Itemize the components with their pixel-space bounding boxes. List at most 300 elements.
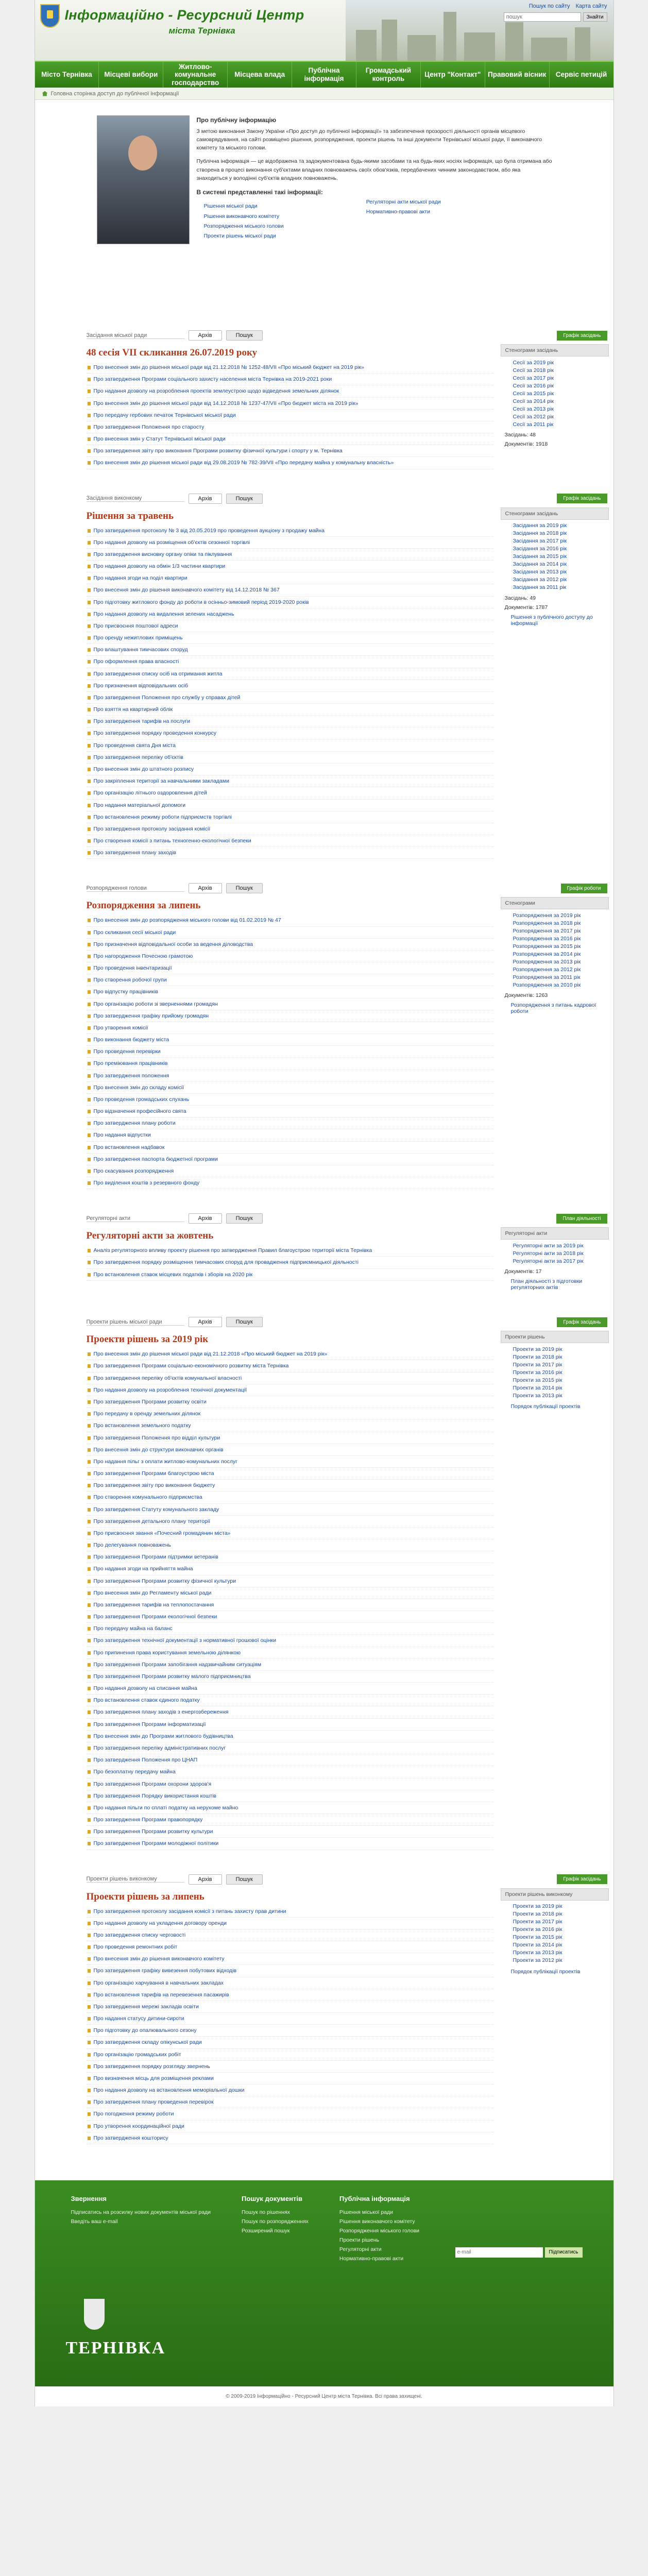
sidebar-archive-link[interactable]: Розпорядження за 2015 рік (513, 943, 581, 950)
sidebar-archive-link[interactable]: Проекти за 2019 рік (513, 1346, 562, 1352)
document-link[interactable]: Про утворення комісії (93, 1024, 148, 1031)
nav-item-4[interactable]: Публічна інформація (292, 62, 356, 88)
document-item (87, 1094, 493, 1106)
sidebar-archive-link[interactable]: Проекти за 2015 рік (513, 1934, 562, 1941)
document-item (87, 1444, 493, 1456)
document-link[interactable]: Про організацію громадських робіт (93, 2051, 181, 2058)
sidebar-archive-item (513, 950, 609, 958)
site-title[interactable]: Інформаційно - Ресурсний Центр (64, 7, 304, 23)
document-link[interactable]: Про влаштування тимчасових споруд (93, 647, 188, 653)
sidebar-archive-item (513, 537, 609, 545)
document-link[interactable]: Про передачу майна на баланс (93, 1625, 173, 1632)
sidebar-archive-link[interactable]: Засідання за 2013 рік (513, 569, 567, 575)
about-link[interactable]: Рішення міської ради (203, 203, 258, 210)
document-link[interactable]: Про затвердження Програми соціального захисту населення міста Тернівка на 2019-2021 роки (93, 376, 332, 383)
sidebar-archive-item (513, 1353, 609, 1361)
document-link[interactable]: Про надання дозволу на укладення договору оренди (93, 1920, 227, 1926)
document-link[interactable]: Про внесення змін до рішення міської ради від 21.12.2018 «Про міський бюджет на 2019 рік» (93, 1351, 328, 1358)
sidebar-heading: Проекти рішень (501, 1331, 609, 1343)
section-action-button[interactable]: Графік засідань (557, 1317, 607, 1327)
document-item (87, 1790, 493, 1802)
document-link[interactable]: Про затвердження складу опікунської ради (93, 2039, 202, 2046)
section-tab-1[interactable]: Пошук (226, 1213, 263, 1224)
document-link[interactable]: Про присвоєння поштової адреси (93, 622, 178, 629)
document-link[interactable]: Про затвердження плану проведення перевірок (93, 2099, 214, 2106)
sidebar-archive-link[interactable]: Регуляторні акти за 2017 рік (513, 1258, 584, 1264)
document-link[interactable]: Про відпустку працівників (93, 989, 158, 995)
document-link[interactable]: Про затвердження Програми запобігання надзвичайним ситуаціям (93, 1661, 262, 1668)
document-link[interactable]: Про затвердження графіку прийому громадян (93, 1012, 209, 1019)
document-link[interactable]: Про затвердження списку осіб на отримання житла (93, 670, 223, 677)
sidebar-stat: Документів: 17 (504, 1268, 542, 1275)
document-link[interactable]: Про відзначення професійного свята (93, 1108, 186, 1115)
sidebar-archive-item (513, 1361, 609, 1368)
document-link[interactable]: Про затвердження плану заходів (93, 850, 177, 856)
document-link[interactable]: Про визначення місць для розміщення реклами (93, 2075, 214, 2081)
document-link[interactable]: Про затвердження Програми розвитку культури (93, 1828, 213, 1835)
sidebar-archive-link[interactable]: Розпорядження за 2010 рік (513, 981, 581, 988)
document-link[interactable]: Про встановлення тарифів на перевезення пасажирів (93, 1991, 229, 1998)
sidebar-archive-link[interactable]: Проекти за 2018 рік (513, 1911, 562, 1918)
document-link[interactable]: Про затвердження тарифів на теплопостачання (93, 1601, 214, 1608)
sidebar-archive-item (513, 1941, 609, 1949)
sidebar-heading: Стенограми засідань (501, 344, 609, 357)
document-item (87, 398, 493, 410)
document-link[interactable]: Про затвердження плану роботи (93, 1120, 176, 1127)
document-link[interactable]: Про затвердження Програми інформатизації (93, 1721, 206, 1727)
sidebar-extra-link[interactable]: Рішення з публічного доступу до інформації (510, 614, 593, 626)
city-emblem-icon[interactable] (40, 4, 60, 28)
document-link[interactable]: Про надання дозволу на встановлення меморіальної дошки (93, 2087, 245, 2094)
mayor-photo (97, 115, 190, 244)
document-item (87, 1034, 493, 1046)
sidebar-archive-link[interactable]: Засідання за 2011 рік (513, 584, 567, 591)
sidebar-archive-link[interactable]: Розпорядження за 2016 рік (513, 935, 581, 942)
document-link[interactable]: Про затвердження звіту про виконання бюджету (93, 1482, 215, 1489)
subscribe-email-input[interactable] (455, 2247, 543, 2258)
document-link[interactable]: Про затвердження тарифів на послуги (93, 718, 191, 725)
document-list (87, 525, 493, 859)
sidebar-archive-link[interactable]: Сесії за 2017 рік (513, 375, 554, 381)
document-link[interactable]: Про погодження режиму роботи (93, 2111, 174, 2117)
document-link[interactable]: Про припинення права користування земельною ділянкою (93, 1649, 241, 1656)
document-item (87, 1154, 493, 1165)
document-link[interactable]: Про внесення змін до рішення міської ради від 21.12.2018 № 1252-48/VII «Про міський бюджет на 2019 рік» (93, 364, 364, 370)
document-link[interactable]: Про внесення змін до рішення міської ради від 29.08.2019 № 782-39/VII «Про передачу майна у комунальну власність» (93, 460, 394, 466)
document-link[interactable]: Про надання дозволу на обмін 1/3 частини квартири (93, 563, 226, 570)
document-link[interactable]: Про надання дозволу на розроблення технічної документації (93, 1386, 247, 1393)
document-link[interactable]: Про затвердження протоколу засідання комісії з питань захисту прав дитини (93, 1908, 286, 1914)
footer-logo[interactable]: ТЕРНІВКА (65, 2338, 166, 2358)
document-link[interactable]: Про надання згоди на поділ квартири (93, 575, 187, 582)
document-link[interactable]: Про внесення змін до Програми житлового будівництва (93, 1733, 233, 1739)
document-item (87, 764, 493, 775)
sidebar-archive-link[interactable]: Розпорядження за 2012 рік (513, 966, 581, 973)
sidebar-extra-link[interactable]: План діяльності з підготовки регуляторних актів (510, 1278, 583, 1291)
document-item (87, 1826, 493, 1838)
document-link[interactable]: Про делегування повноважень (93, 1542, 171, 1549)
footer-link[interactable]: Підписатись на розсилку нових документів міської ради (71, 2209, 211, 2215)
sidebar-archive-link[interactable]: Сесії за 2016 рік (513, 382, 554, 389)
document-link[interactable]: Про затвердження Програми розвитку освіти (93, 1399, 207, 1405)
document-link[interactable]: Про присвоєння звання «Почесний громадянин міста» (93, 1530, 231, 1536)
breadcrumb-text[interactable]: Головна сторінка доступ до публічної інформації (50, 90, 179, 97)
sidebar-archive-link[interactable]: Проекти за 2016 рік (513, 1369, 562, 1376)
sidebar-archive-link[interactable]: Розпорядження за 2018 рік (513, 920, 581, 926)
document-link[interactable]: Про затвердження Програми благоустрою міста (93, 1470, 214, 1477)
document-item (87, 1106, 493, 1117)
section-tab-0[interactable]: Архів (189, 330, 222, 341)
section-label: Розпорядження голови (87, 885, 184, 892)
footer-link[interactable]: Проекти рішень (339, 2236, 379, 2243)
document-link[interactable]: Про нагородження Почесною грамотою (93, 953, 193, 959)
document-link[interactable]: Про внесення змін до Регламенту міської ради (93, 1589, 212, 1596)
document-link[interactable]: Про затвердження Програми розвитку фізичної культури (93, 1578, 236, 1584)
document-link[interactable]: Про виконання бюджету міста (93, 1037, 169, 1043)
document-item (87, 1551, 493, 1563)
footer-link[interactable]: Регуляторні акти (339, 2246, 382, 2252)
document-link[interactable]: Про організацію літнього оздоровлення дітей (93, 790, 207, 796)
document-item (87, 1257, 493, 1268)
about-side-link[interactable]: Регуляторні акти міської ради (366, 198, 441, 205)
document-link[interactable]: Про внесення змін до складу комісії (93, 1084, 184, 1091)
document-link[interactable]: Про проведення інвентаризації (93, 965, 172, 972)
sidebar-archive-link[interactable]: Проекти за 2013 рік (513, 1950, 562, 1956)
document-link[interactable]: Про оформлення права власності (93, 658, 179, 665)
document-item (87, 1516, 493, 1528)
section-tab-0[interactable]: Архів (189, 1213, 222, 1224)
document-link[interactable]: Про закріплення території за навчальними закладами (93, 778, 229, 785)
document-link[interactable]: Про надання матеріальної допомоги (93, 802, 186, 808)
document-link[interactable]: Про затвердження Програми підтримки ветеранів (93, 1554, 218, 1561)
document-link[interactable]: Про встановлення земельного податку (93, 1422, 191, 1429)
sidebar-archive-link[interactable]: Проекти за 2014 рік (513, 1942, 562, 1948)
section-tab-1[interactable]: Пошук (226, 330, 263, 341)
sidebar-archive-link[interactable]: Сесії за 2011 рік (513, 421, 554, 428)
sidebar-archive-link[interactable]: Сесії за 2018 рік (513, 367, 554, 374)
document-link[interactable]: Про надання дозволу на розміщення об'єктів сезонної торгівлі (93, 539, 250, 546)
search-button[interactable]: Знайти (583, 12, 607, 22)
document-link[interactable]: Про затвердження списку черговості (93, 1931, 186, 1938)
sidebar-archive-link[interactable]: Регуляторні акти за 2019 рік (513, 1242, 584, 1249)
document-link[interactable]: Про затвердження паспорта бюджетної програми (93, 1156, 218, 1162)
footer-link[interactable]: Розпорядження міського голови (339, 2227, 420, 2234)
nav-item-1[interactable]: Місцеві вибори (99, 62, 163, 88)
sidebar-archive-link[interactable]: Проекти за 2014 рік (513, 1384, 562, 1391)
home-icon[interactable] (42, 91, 48, 96)
sidebar-archive-item (513, 568, 609, 576)
sidebar-archive-link[interactable]: Засідання за 2018 рік (513, 530, 567, 537)
document-item (87, 1492, 493, 1503)
about-link[interactable]: Розпорядження міського голови (203, 223, 284, 229)
sidebar-archive-link[interactable]: Сесії за 2012 рік (513, 413, 554, 420)
section-tab-0[interactable]: Архів (189, 494, 222, 504)
section-action-button[interactable]: Графік засідань (557, 494, 607, 503)
document-link[interactable]: Про внесення змін до рішення міської ради від 14.12.2018 № 1237-47/VII «Про бюджет міста на 2019 рік» (93, 400, 359, 406)
section-tab-1[interactable]: Пошук (226, 494, 263, 504)
document-link[interactable]: Про проведення громадських слухань (93, 1096, 190, 1103)
document-link[interactable]: Про затвердження Положення про ЦНАП (93, 1757, 198, 1764)
section-sidebar (501, 344, 609, 469)
footer-link[interactable]: Введіть ваш e-mail (71, 2218, 118, 2225)
document-link[interactable]: Про виділення коштів з резервного фонду (93, 1180, 200, 1187)
document-link[interactable]: Про призначення відповідальних осіб (93, 682, 189, 689)
nav-item-0[interactable]: Місто Тернівка (35, 62, 99, 88)
document-link[interactable]: Про внесення змін до розпорядження міського голови від 01.02.2019 № 47 (93, 917, 281, 924)
footer-link[interactable]: Розширений пошук (242, 2227, 290, 2234)
nav-item-2[interactable]: Житлово-комунальне господарство (163, 62, 228, 88)
document-link[interactable]: Про затвердження переліку адміністративних послуг (93, 1744, 226, 1751)
sidebar-archive-link[interactable]: Сесії за 2019 рік (513, 359, 554, 366)
document-link[interactable]: Про організацію роботи зі зверненнями громадян (93, 1001, 218, 1007)
section-tab-1[interactable]: Пошук (226, 1317, 263, 1327)
document-link[interactable]: Про затвердження положення (93, 1072, 169, 1079)
document-link[interactable]: Про передачу в оренду земельних ділянок (93, 1411, 201, 1417)
sitemap-link[interactable]: Карта сайту (575, 3, 607, 9)
document-link[interactable]: Про затвердження кошторису (93, 2134, 168, 2141)
about-side-links (354, 188, 441, 243)
document-link[interactable]: Про внесення змін до штатного розпису (93, 766, 194, 772)
section-body (35, 1331, 613, 1850)
document-item (87, 2037, 493, 2048)
document-link[interactable]: Про затвердження детального плану території (93, 1518, 211, 1524)
document-item (87, 1977, 493, 1989)
document-link[interactable]: Про затвердження Порядку використання коштів (93, 1792, 217, 1799)
document-link[interactable]: Про преміювання працівників (93, 1060, 168, 1067)
sidebar-archive-item (513, 965, 609, 973)
sidebar-archive-link[interactable]: Засідання за 2017 рік (513, 538, 567, 545)
document-link[interactable]: Про оренду нежитлових приміщень (93, 635, 183, 641)
document-link[interactable]: Про скасування розпорядження (93, 1167, 174, 1174)
footer-link[interactable]: Пошук по розпорядженнях (242, 2218, 309, 2225)
sidebar-archive-link[interactable]: Засідання за 2016 рік (513, 546, 567, 552)
document-link[interactable]: Про внесення змін до структури виконавчих органів (93, 1446, 224, 1453)
document-link[interactable]: Про проведення перевірки (93, 1048, 161, 1055)
about-text (197, 115, 552, 321)
sidebar-stat: Документів: 1918 (504, 441, 548, 447)
sidebar-archive-link[interactable]: Засідання за 2014 рік (513, 561, 567, 568)
sidebar-archive-link[interactable]: Проекти за 2016 рік (513, 1926, 562, 1933)
document-link[interactable]: Про проведення свята Дня міста (93, 742, 176, 749)
section-title: Регуляторні акти за жовтень (86, 1230, 214, 1242)
document-link[interactable]: Про внесення змін до рішення виконавчого комітету від 14.12.2018 № 367 (93, 587, 280, 594)
nav-item-8[interactable]: Сервіс петицій (555, 71, 607, 79)
sidebar-archive-link[interactable]: Розпорядження за 2014 рік (513, 951, 581, 957)
document-link[interactable]: Про затвердження технічної документації з нормативної грошової оцінки (93, 1637, 277, 1644)
about-link-item (204, 231, 323, 241)
sidebar-archive-link[interactable]: Розпорядження за 2011 рік (513, 974, 581, 980)
document-link[interactable]: Про затвердження Програми розвитку малого підприємництва (93, 1673, 251, 1680)
document-link[interactable]: Про підготовку до опалювального сезону (93, 2027, 197, 2034)
sidebar-archive-item (513, 1934, 609, 1941)
document-item (87, 1719, 493, 1731)
document-item (87, 2121, 493, 2132)
document-item (87, 1384, 493, 1396)
document-item (87, 1165, 493, 1177)
section-header (35, 1313, 613, 1331)
sidebar-archive-link[interactable]: Сесії за 2015 рік (513, 390, 554, 397)
document-item (87, 1348, 493, 1360)
about-paragraph-1: З метою виконання Закону України «Про доступ до публічної інформації» та забезпечення прозорості діяльності органів місцевого самоврядування, на сайті розміщено рішення, розпорядження, проекти рішень та інші документи Тернівської міської ради, її виконавчого комітету та міського голови. (196, 128, 542, 151)
document-link[interactable]: Про внесення змін у Статут Тернівської міської ради (93, 436, 226, 443)
section-action-button[interactable]: План діяльності (556, 1214, 607, 1224)
about-link[interactable]: Проекти рішень міської ради (203, 233, 276, 240)
footer-link[interactable]: Пошук по рішеннях (242, 2209, 291, 2215)
document-item (87, 716, 493, 727)
search-site-link[interactable]: Пошук по сайту (528, 3, 570, 9)
document-link[interactable]: Про затвердження Положення про відділ культури (93, 1434, 220, 1441)
document-item (87, 1941, 493, 1953)
document-link[interactable]: Про встановлення ставок місцевих податків і зборів на 2020 рік (93, 1271, 253, 1278)
sidebar-extra-link[interactable]: Розпорядження з питань кадрової роботи (510, 1002, 596, 1015)
document-link[interactable]: Про створення робочої групи (93, 977, 167, 984)
document-link[interactable]: Про затвердження Програми охорони здоров'я (93, 1781, 212, 1787)
sidebar-archive-link[interactable]: Проекти за 2018 рік (513, 1353, 562, 1360)
document-link[interactable]: Про затвердження переліку об'єктів (93, 754, 183, 760)
nav-item-6[interactable]: Центр "Контакт" (421, 62, 485, 88)
section-tab-0[interactable]: Архів (189, 1317, 222, 1327)
document-link[interactable]: Про безоплатну передачу майна (93, 1769, 176, 1775)
document-link[interactable]: Про надання дозволу на розроблення проектів землеустрою щодо відведення земельних ділянок (93, 388, 339, 395)
sidebar-archive-link[interactable]: Розпорядження за 2019 рік (513, 912, 581, 919)
document-item (87, 2013, 493, 2025)
section-tab-1[interactable]: Пошук (226, 1874, 263, 1885)
document-link[interactable]: Про надання статусу дитини-сироти (93, 2015, 184, 2022)
document-link[interactable]: Про надання відпустки (93, 1132, 151, 1139)
document-link[interactable]: Аналіз регуляторного впливу проекту рішення про затвердження Правил благоустрою території міста Тернівка (93, 1247, 372, 1254)
nav-item-3[interactable]: Місцева влада (228, 62, 292, 88)
footer-link[interactable]: Нормативно-правові акти (339, 2255, 404, 2262)
sidebar-archive-link[interactable]: Засідання за 2012 рік (513, 577, 567, 583)
document-link[interactable]: Про утворення координаційної ради (93, 2123, 184, 2129)
document-item (87, 775, 493, 787)
document-link[interactable]: Про надання пільги по сплаті податку на нерухоме майно (93, 1804, 238, 1811)
section-tab-0[interactable]: Архів (189, 1874, 222, 1885)
sidebar-archive-link[interactable]: Проекти за 2017 рік (513, 1361, 562, 1368)
document-link[interactable]: Про затвердження графіку вивезення побутових відходів (93, 1968, 237, 1974)
document-link[interactable]: Про передачу гербових печаток Тернівської міської ради (93, 412, 236, 418)
about-side-link[interactable]: Нормативно-правові акти (366, 208, 430, 215)
document-link[interactable]: Про проведення ремонтних робіт (93, 1944, 178, 1951)
site-header (35, 0, 613, 61)
document-item (87, 1742, 493, 1754)
document-item (87, 939, 493, 951)
document-link[interactable]: Про затвердження висновку органу опіки та піклування (93, 551, 232, 557)
document-link[interactable]: Про затвердження звіту про виконання Програми розвитку фізичної культури і спорту у м. Тернівка (93, 448, 343, 454)
section-header (35, 327, 613, 344)
document-link[interactable]: Про затвердження порядку розгляду звернень (93, 2063, 210, 2070)
document-link[interactable]: Про внесення змін до рішення виконавчого комітету (93, 1956, 225, 1962)
sidebar-archive-link[interactable]: Регуляторні акти за 2018 рік (513, 1250, 584, 1257)
document-link[interactable]: Про надання дозволу на списання майна (93, 1685, 197, 1692)
document-item (87, 1504, 493, 1516)
section-action-button[interactable]: Графік засідань (557, 1874, 607, 1884)
document-link[interactable]: Про підготовку житлового фонду до роботи в осінньо-зимовий період 2019-2020 років (93, 599, 309, 605)
document-item (87, 644, 493, 656)
section-tab-1[interactable]: Пошук (226, 883, 263, 893)
subscribe-button[interactable]: Підписатись (545, 2247, 583, 2258)
document-link[interactable]: Про взяття на квартирний облік (93, 706, 173, 713)
section-title: Рішення за травень (86, 510, 174, 521)
document-item (87, 1408, 493, 1420)
document-link[interactable]: Про створення комунального підприємства (93, 1494, 202, 1501)
section-body (35, 1888, 613, 2144)
sidebar-archive-link[interactable]: Розпорядження за 2017 рік (513, 927, 581, 934)
document-link[interactable]: Про затвердження плану заходів з енергозбереження (93, 1709, 229, 1716)
document-link[interactable]: Про надання пільг з оплати житлово-комунальних послуг (93, 1458, 237, 1465)
document-link[interactable]: Про встановлення надбавок (93, 1144, 165, 1150)
sidebar-archive-link[interactable]: Засідання за 2015 рік (513, 553, 567, 560)
sidebar-archive-link[interactable]: Проекти за 2015 рік (513, 1377, 562, 1383)
document-link[interactable]: Про надання дозволу на видалення зелених насаджень (93, 611, 234, 617)
about-link-item (204, 221, 323, 231)
document-item (87, 2084, 493, 2096)
document-item (87, 823, 493, 835)
document-link[interactable]: Про затвердження переліку об'єктів комунальної власності (93, 1375, 242, 1381)
document-link[interactable]: Про затвердження порядку проведення конкурсу (93, 730, 217, 737)
document-link[interactable]: Про скликання сесії міської ради (93, 929, 176, 936)
document-link[interactable]: Про затвердження Програми молодіжної політики (93, 1840, 219, 1847)
document-item (87, 1528, 493, 1539)
sidebar-archive-link[interactable]: Розпорядження за 2013 рік (513, 958, 581, 965)
sidebar-archive-link[interactable]: Сесії за 2013 рік (513, 405, 554, 412)
document-link[interactable]: Про встановлення ставок єдиного податку (93, 1697, 200, 1704)
document-item (87, 1599, 493, 1611)
sidebar-archive-item (513, 1249, 609, 1257)
footer-link[interactable]: Рішення виконавчого комітету (339, 2218, 415, 2225)
document-item (87, 727, 493, 739)
sidebar-archive-link[interactable]: Проекти за 2019 рік (513, 1903, 562, 1910)
document-link[interactable]: Про затвердження протоколу № 3 від 20.05.2019 про проведення аукціону з продажу майна (93, 527, 325, 534)
sidebar-archive-link[interactable]: Засідання за 2019 рік (513, 522, 567, 529)
document-link[interactable]: Про затвердження порядку розміщення тимчасових споруд для провадження підприємницької діяльності (93, 1259, 359, 1266)
search-input[interactable] (504, 12, 581, 22)
document-link[interactable]: Про затвердження Програми екологічної безпеки (93, 1614, 217, 1620)
sidebar-archive-link[interactable]: Проекти за 2012 рік (513, 1957, 562, 1964)
about-link[interactable]: Рішення виконавчого комітету (203, 213, 280, 219)
nav-item-5[interactable]: Громадський контроль (356, 62, 421, 88)
nav-item-7[interactable]: Правовий вісник (485, 62, 550, 88)
document-link[interactable]: Про затвердження Програми соціально-економічного розвитку міста Тернівка (93, 1363, 289, 1369)
document-link[interactable]: Про затвердження Програми правопорядку (93, 1817, 203, 1823)
sidebar-extra-link[interactable]: Порядок публікації проектів (510, 1403, 581, 1410)
sidebar-extra-link[interactable]: Порядок публікації проектів (510, 1968, 581, 1975)
section-action-button[interactable]: Графік роботи (561, 884, 607, 893)
footer-link[interactable]: Рішення міської ради (339, 2209, 394, 2215)
document-item (87, 1802, 493, 1814)
document-link[interactable]: Про організацію харчування в навчальних закладах (93, 1979, 224, 1986)
document-item (87, 1953, 493, 1965)
document-link[interactable]: Про затвердження Положення про старосту (93, 423, 204, 430)
document-link[interactable]: Про створення комісії з питань техногенно-екологічної безпеки (93, 838, 251, 844)
document-link[interactable]: Про затвердження мережі закладів освіти (93, 2003, 199, 2010)
document-link[interactable]: Про затвердження Положення про службу у справах дітей (93, 694, 241, 701)
document-link[interactable]: Про затвердження протоколу засідання комісії (93, 825, 211, 832)
section-tab-0[interactable]: Архів (189, 883, 222, 893)
main-nav (35, 61, 613, 88)
sidebar-archive-item (513, 374, 609, 382)
sidebar-archive-link[interactable]: Проекти за 2017 рік (513, 1919, 562, 1925)
sidebar-archive-item (513, 553, 609, 561)
sidebar-archive-link[interactable]: Проекти за 2013 рік (513, 1392, 562, 1399)
document-link[interactable]: Про призначення відповідальної особи за ведення діловодства (93, 941, 253, 947)
document-link[interactable]: Про встановлення режиму роботи підприємств торгівлі (93, 814, 232, 820)
sidebar-archive-link[interactable]: Сесії за 2014 рік (513, 398, 554, 404)
section-action-button[interactable]: Графік засідань (557, 331, 607, 341)
document-link[interactable]: Про надання згоди на прийняття майна (93, 1566, 193, 1572)
document-link[interactable]: Про затвердження Статуту комунального закладу (93, 1506, 219, 1513)
document-item (87, 1778, 493, 1790)
